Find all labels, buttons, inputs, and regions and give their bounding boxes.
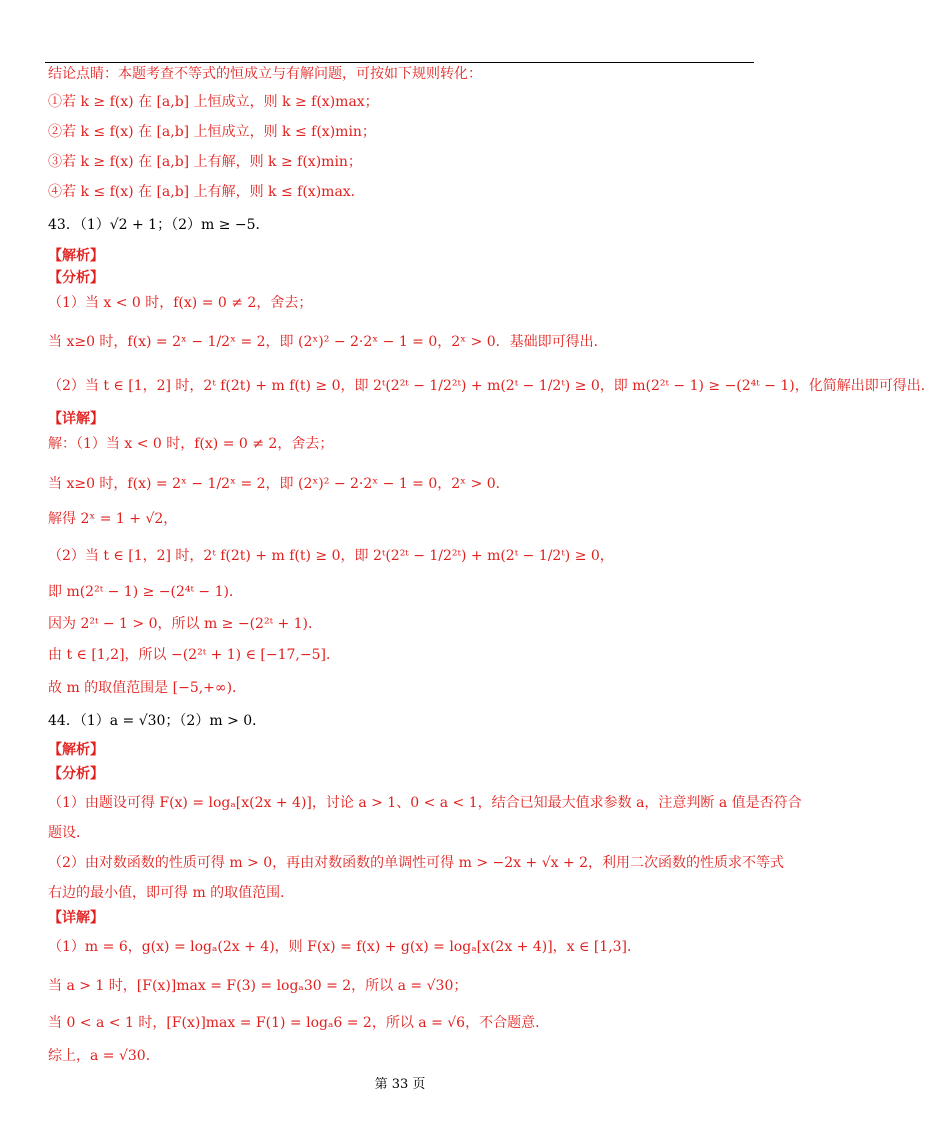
detail-44-3: 当 0 < a < 1 时，[F(x)]max = F(1) = logₐ6 = 2，所以 a = √6，不合题意． [48, 1015, 550, 1031]
section-fenxi-44: 【分析】 [48, 766, 104, 782]
detail-44-2: 当 a > 1 时，[F(x)]max = F(3) = logₐ30 = 2，所以 a = √30； [48, 978, 468, 994]
detail-43-4: （2）当 t ∈ [1，2] 时，2ᵗ f(2t) + m f(t) ≥ 0，即 2ᵗ(2²ᵗ − 1/2²ᵗ) + m(2ᵗ − 1/2ᵗ) ≥ 0， [48, 548, 614, 564]
detail-43-3: 解得 2ˣ = 1 + √2， [48, 511, 178, 527]
answer-43: 43．（1）√2 + 1；（2）m ≥ −5． [48, 217, 270, 233]
detail-44-1: （1）m = 6，g(x) = logₐ(2x + 4)，则 F(x) = f(x) + g(x) = logₐ[x(2x + 4)]，x ∈ [1,3]． [48, 939, 642, 955]
detail-43-1: 解：（1）当 x < 0 时，f(x) = 0 ≠ 2，舍去； [48, 436, 334, 452]
rule-2: ②若 k ≤ f(x) 在 [a,b] 上恒成立，则 k ≤ f(x)min； [48, 124, 376, 140]
rule-4: ④若 k ≤ f(x) 在 [a,b] 上有解，则 k ≤ f(x)max． [48, 184, 365, 200]
header-rule [45, 62, 754, 63]
analysis-44-1b: 题设． [48, 825, 90, 841]
rule-3: ③若 k ≥ f(x) 在 [a,b] 上有解，则 k ≥ f(x)min； [48, 154, 362, 170]
section-jiexi: 【解析】 [48, 248, 104, 264]
detail-43-7: 由 t ∈ [1,2]，所以 −(2²ᵗ + 1) ∈ [−17,−5]． [48, 647, 340, 663]
conclusion-heading: 结论点睛：本题考查不等式的恒成立与有解问题，可按如下规则转化： [48, 66, 482, 82]
rule-1: ①若 k ≥ f(x) 在 [a,b] 上恒成立，则 k ≥ f(x)max； [48, 94, 379, 110]
analysis-44-1: （1）由题设可得 F(x) = logₐ[x(2x + 4)]，讨论 a > 1、0 < a < 1，结合已知最大值求参数 a，注意判断 a 值是否符合 [48, 795, 802, 811]
analysis-43-1: （1）当 x < 0 时，f(x) = 0 ≠ 2，舍去； [48, 295, 313, 311]
section-xiangjie-44: 【详解】 [48, 910, 104, 926]
detail-43-5: 即 m(2²ᵗ − 1) ≥ −(2⁴ᵗ − 1)． [48, 584, 243, 600]
detail-43-6: 因为 2²ᵗ − 1 > 0，所以 m ≥ −(2²ᵗ + 1)． [48, 616, 323, 632]
section-fenxi: 【分析】 [48, 270, 104, 286]
detail-44-4: 综上，a = √30． [48, 1048, 160, 1064]
page-number: 第 33 页 [374, 1077, 426, 1092]
detail-43-8: 故 m 的取值范围是 [−5,+∞)． [48, 680, 247, 696]
analysis-44-2: （2）由对数函数的性质可得 m > 0，再由对数函数的单调性可得 m > −2x + √x + 2，利用二次函数的性质求不等式 [48, 855, 785, 871]
analysis-43-2: 当 x≥0 时，f(x) = 2ˣ − 1/2ˣ = 2，即 (2ˣ)² − 2·2ˣ − 1 = 0，2ˣ > 0．基础即可得出． [48, 334, 608, 350]
analysis-44-2b: 右边的最小值，即可得 m 的取值范围． [48, 885, 295, 901]
analysis-43-3: （2）当 t ∈ [1，2] 时，2ᵗ f(2t) + m f(t) ≥ 0，即 2ᵗ(2²ᵗ − 1/2²ᵗ) + m(2ᵗ − 1/2ᵗ) ≥ 0，即 m(2²ᵗ − 1) ≥ −(2⁴ᵗ − 1)，化简解出即可得出． [48, 378, 935, 394]
section-xiangjie: 【详解】 [48, 411, 104, 427]
detail-43-2: 当 x≥0 时，f(x) = 2ˣ − 1/2ˣ = 2，即 (2ˣ)² − 2·2ˣ − 1 = 0，2ˣ > 0． [48, 476, 510, 492]
answer-44: 44．（1）a = √30；（2）m > 0． [48, 713, 267, 729]
section-jiexi-44: 【解析】 [48, 742, 104, 758]
